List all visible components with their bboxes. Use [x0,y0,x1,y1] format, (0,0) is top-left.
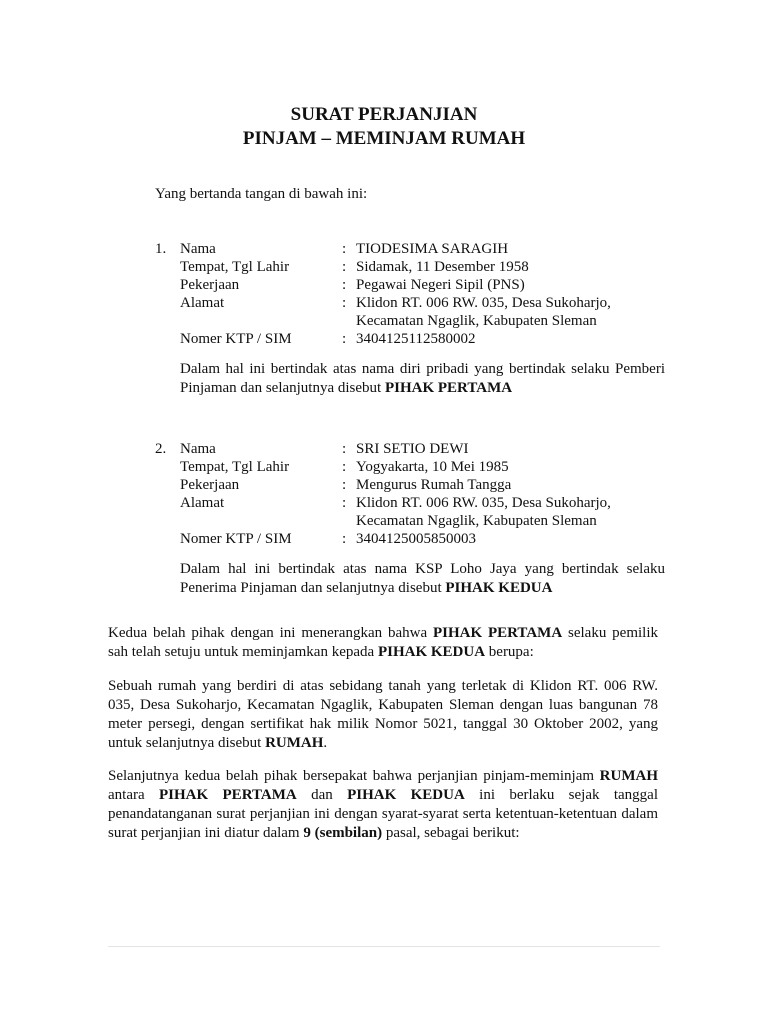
text-segment: Selanjutnya kedua belah pihak bersepakat bahwa perjanjian pinjam-meminjam [108,768,600,784]
party-2-block [155,440,665,598]
party-1-nama: TIODESIMA SARAGIH [356,241,509,257]
colon: : [342,331,347,347]
party-2-nama-row [155,440,665,458]
party-2-role: PIHAK KEDUA [445,580,553,596]
intro-text: Yang bertanda tangan di bawah ini: [155,186,368,202]
field-label: Tempat, Tgl Lahir [180,259,290,275]
party-1-ttl-row [155,258,665,276]
text-segment: Kedua belah pihak dengan ini menerangkan bahwa [108,625,433,641]
party-2-note-text: Dalam hal ini bertindak atas nama KSP Loho Jaya yang bertindak selaku Penerima Pinjaman dan selanjutnya disebut [180,561,665,596]
party-1-ttl: Sidamak, 11 Desember 1958 [356,259,529,275]
colon: : [342,531,347,547]
bold-term: PIHAK PERTAMA [159,787,297,803]
colon: : [342,459,347,475]
party-1-alamat [356,294,665,330]
field-label: Nama [180,441,216,457]
field-label: Pekerjaan [180,277,240,293]
page-divider [108,946,660,947]
party-number: 2. [155,441,167,457]
party-2-alamat-line-1: Klidon RT. 006 RW. 035, Desa Sukoharjo, [356,495,611,511]
text-segment: Sebuah rumah yang berdiri di atas sebidang tanah yang terletak di Klidon RT. 006 RW. 035, Desa Sukoharjo, Kecamatan Ngaglik, Kabupaten Sleman dengan luas bangunan 78 meter persegi, dengan sertifikat hak milik Nomor 5021, tanggal 30 Oktober 2002, yang untuk selanjutnya disebut [108,678,658,751]
party-2-alamat-row [155,494,665,530]
field-label: Pekerjaan [180,477,240,493]
text-segment: antara [108,787,159,803]
field-label: Nomer KTP / SIM [180,531,292,547]
party-2-pekerjaan-row [155,476,665,494]
field-label: Tempat, Tgl Lahir [180,459,290,475]
party-1-block [155,240,665,398]
party-1-alamat-row [155,294,665,330]
party-2-pekerjaan: Mengurus Rumah Tangga [356,477,512,493]
party-2-note [180,560,665,598]
document-title-line-2: PINJAM – MEMINJAM RUMAH [242,128,526,149]
party-1-alamat-line-2: Kecamatan Ngaglik, Kabupaten Sleman [356,313,597,329]
party-1-note [180,360,665,398]
bold-term: PIHAK PERTAMA [432,625,563,641]
party-1-pekerjaan-row [155,276,665,294]
party-1-ktp: 3404125112580002 [356,331,476,347]
colon: : [342,241,347,257]
party-2-alamat [356,494,665,530]
party-2-alamat-line-2: Kecamatan Ngaglik, Kabupaten Sleman [356,513,597,529]
colon: : [342,259,347,275]
party-2-ktp-row [155,530,665,548]
paragraph-agreement [108,624,658,662]
bold-term: RUMAH [599,768,658,784]
colon: : [342,295,347,311]
colon: : [342,495,347,511]
party-2-ttl: Yogyakarta, 10 Mei 1985 [356,459,509,475]
field-label: Nomer KTP / SIM [180,331,292,347]
party-1-nama-row [155,240,665,258]
paragraph-terms [108,767,658,843]
party-2-ktp: 3404125005850003 [356,531,476,547]
field-label: Nama [180,241,216,257]
text-segment: berupa: [485,644,534,660]
bold-term: PIHAK KEDUA [347,787,465,803]
text-segment: pasal, sebagai berikut: [382,825,520,841]
document-title-line-1: SURAT PERJANJIAN [290,104,478,125]
party-number: 1. [155,241,167,257]
party-1-alamat-line-1: Klidon RT. 006 RW. 035, Desa Sukoharjo, [356,295,611,311]
field-label: Alamat [180,295,225,311]
party-1-role: PIHAK PERTAMA [384,380,513,396]
party-1-ktp-row [155,330,665,348]
party-2-nama: SRI SETIO DEWI [356,441,469,457]
bold-term: PIHAK KEDUA [377,644,486,660]
text-segment: . [323,735,328,751]
party-1-pekerjaan: Pegawai Negeri Sipil (PNS) [356,277,525,293]
party-1-note-text: Dalam hal ini bertindak atas nama diri pribadi yang bertindak selaku Pemberi Pinjaman dan selanjutnya disebut [180,361,665,396]
text-segment: dan [296,787,348,803]
bold-term: 9 (sembilan) [303,825,383,841]
party-2-ttl-row [155,458,665,476]
colon: : [342,477,347,493]
field-label: Alamat [180,495,225,511]
bold-term: RUMAH [265,735,324,751]
colon: : [342,277,347,293]
text-segment: ini berlaku sejak tanggal penandatanganan surat perjanjian ini dengan syarat-syarat serta ketentuan-ketentuan dalam surat perjanjian ini diatur dalam [108,787,658,841]
colon: : [342,441,347,457]
text-segment: selaku pemilik sah telah setuju untuk meminjamkan kepada [108,625,658,660]
paragraph-house-description [108,677,658,753]
